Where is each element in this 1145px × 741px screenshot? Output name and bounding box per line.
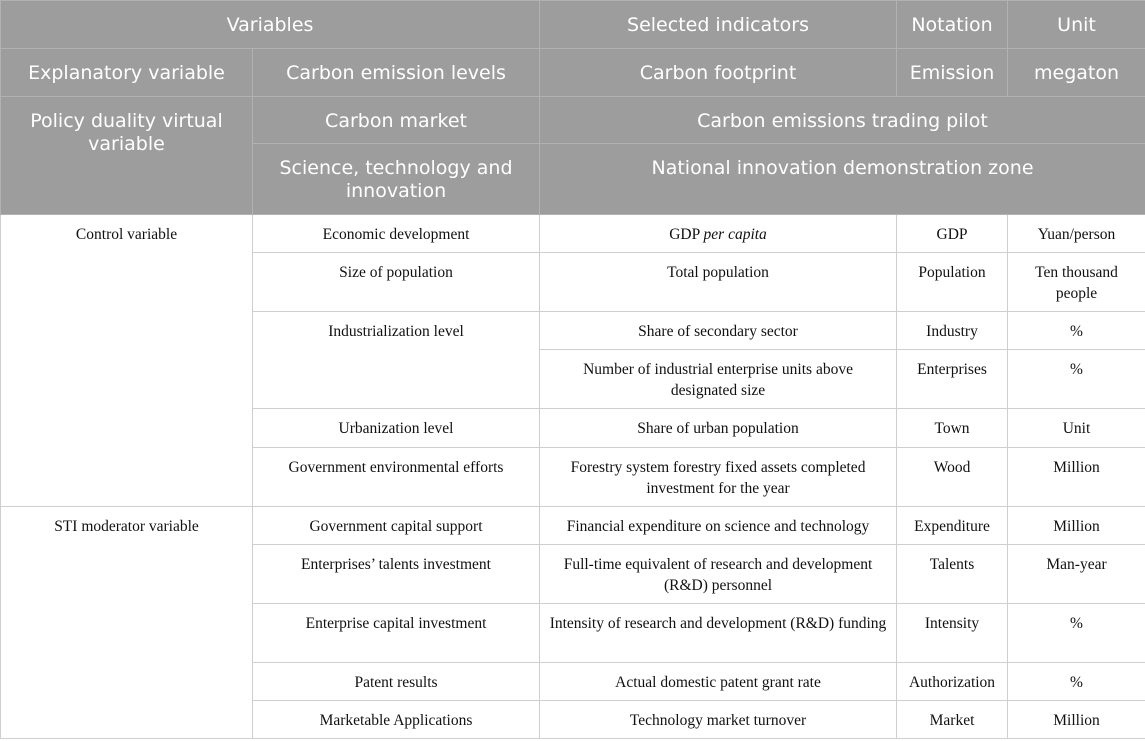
- row-sub: Patent results: [253, 663, 540, 701]
- row-notation: Talents: [897, 545, 1008, 604]
- moderator-variable-label: STI moderator variable: [1, 507, 253, 739]
- row-notation: Population: [897, 253, 1008, 312]
- row-sub: Size of population: [253, 253, 540, 312]
- row-sub: Government capital support: [253, 507, 540, 545]
- policy-sub-sti: Science, technology and innovation: [253, 144, 540, 215]
- row-notation: Enterprises: [897, 350, 1008, 409]
- row-notation: Expenditure: [897, 507, 1008, 545]
- policy-sub-carbon-market: Carbon market: [253, 97, 540, 144]
- row-indicator: Share of secondary sector: [540, 312, 897, 350]
- header-variables: Variables: [1, 1, 540, 49]
- row-sub: Enterprise capital investment: [253, 604, 540, 663]
- row-unit: Million: [1008, 701, 1145, 739]
- row-notation: Industry: [897, 312, 1008, 350]
- explanatory-sub: Carbon emission levels: [253, 49, 540, 97]
- table-row: [1, 215, 1145, 253]
- row-indicator-italic: per capita: [703, 226, 767, 243]
- row-indicator: Full-time equivalent of research and development (R&D) personnel: [540, 545, 897, 604]
- explanatory-unit: megaton: [1008, 49, 1145, 97]
- row-unit: %: [1008, 604, 1145, 663]
- row-sub: Enterprises’ talents investment: [253, 545, 540, 604]
- policy-indicator-carbon-market: Carbon emissions trading pilot: [540, 97, 1145, 144]
- header-selected-indicators: Selected indicators: [540, 1, 897, 49]
- row-notation: Town: [897, 409, 1008, 448]
- row-unit: Man-year: [1008, 545, 1145, 604]
- header-notation: Notation: [897, 1, 1008, 49]
- row-indicator: Intensity of research and development (R&D) funding: [540, 604, 897, 663]
- row-unit: %: [1008, 350, 1145, 409]
- explanatory-notation: Emission: [897, 49, 1008, 97]
- row-unit: Yuan/person: [1008, 215, 1145, 253]
- explanatory-row: [1, 49, 1145, 97]
- row-notation: GDP: [897, 215, 1008, 253]
- table-row: [1, 507, 1145, 545]
- row-sub: Urbanization level: [253, 409, 540, 448]
- header-unit: Unit: [1008, 1, 1145, 49]
- row-indicator: [540, 215, 897, 253]
- row-indicator: Forestry system forestry fixed assets completed investment for the year: [540, 448, 897, 507]
- row-sub: Marketable Applications: [253, 701, 540, 739]
- row-unit: %: [1008, 312, 1145, 350]
- row-sub: Industrialization level: [253, 312, 540, 409]
- row-notation: Wood: [897, 448, 1008, 507]
- row-indicator: Financial expenditure on science and technology: [540, 507, 897, 545]
- row-notation: Authorization: [897, 663, 1008, 701]
- row-sub: Government environmental efforts: [253, 448, 540, 507]
- row-notation: Intensity: [897, 604, 1008, 663]
- row-indicator: Total population: [540, 253, 897, 312]
- row-unit: Million: [1008, 448, 1145, 507]
- header-row: [1, 1, 1145, 49]
- row-unit: %: [1008, 663, 1145, 701]
- row-indicator: Actual domestic patent grant rate: [540, 663, 897, 701]
- row-unit: Ten thousand people: [1008, 253, 1145, 312]
- policy-indicator-sti: National innovation demonstration zone: [540, 144, 1145, 215]
- policy-variable-label: Policy duality virtual variable: [1, 97, 253, 215]
- row-indicator: Share of urban population: [540, 409, 897, 448]
- row-unit: Million: [1008, 507, 1145, 545]
- control-variable-label: Control variable: [1, 215, 253, 507]
- row-indicator: Number of industrial enterprise units above designated size: [540, 350, 897, 409]
- row-sub: Economic development: [253, 215, 540, 253]
- policy-row-carbon-market: [1, 97, 1145, 144]
- row-notation: Market: [897, 701, 1008, 739]
- explanatory-indicator: Carbon footprint: [540, 49, 897, 97]
- row-indicator-text: GDP: [669, 226, 700, 243]
- explanatory-variable-label: Explanatory variable: [1, 49, 253, 97]
- row-indicator: Technology market turnover: [540, 701, 897, 739]
- row-unit: Unit: [1008, 409, 1145, 448]
